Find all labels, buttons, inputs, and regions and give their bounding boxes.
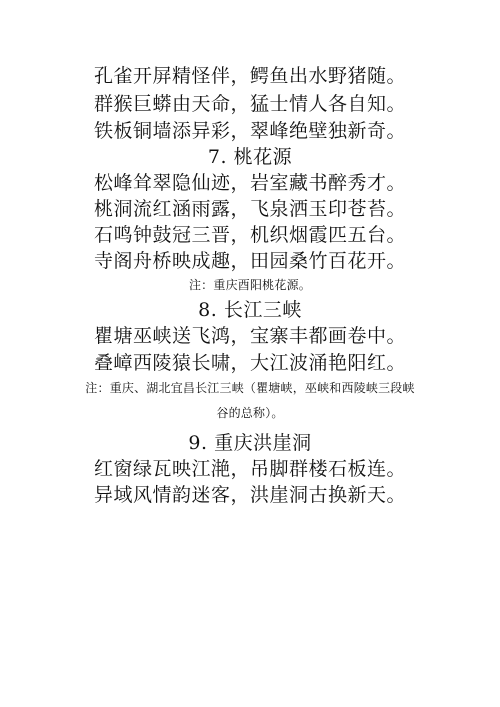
poem-line: 铁板铜墙添异彩，翠峰绝壁独新奇。 — [93, 120, 406, 142]
poem-line: 石鸣钟鼓冠三晋，机织烟霞匹五台。 — [93, 224, 406, 246]
poem-line: 桃洞流红涵雨露，飞泉洒玉印苍苔。 — [93, 198, 406, 220]
section-note-8: 注：重庆、湖北宜昌长江三峡（瞿塘峡，巫峡和西陵峡三段峡 — [85, 381, 415, 395]
poem-line: 瞿塘巫峡送飞鸿，宝寨丰都画卷中。 — [93, 325, 406, 347]
section-note-8-cont: 谷的总称）。 — [216, 406, 284, 420]
poem-line: 孔雀开屏精怪伴，鳄鱼出水野猪随。 — [93, 65, 406, 87]
section-heading-8: 8. 长江三峡 — [198, 299, 302, 321]
poem-line: 红窗绿瓦映江滟，吊脚群楼石板连。 — [93, 458, 406, 480]
poem-line: 异域风情韵迷客，洪崖洞古换新天。 — [93, 484, 406, 506]
section-heading-9: 9. 重庆洪崖洞 — [188, 432, 312, 454]
poem-line: 叠嶂西陵猿长啸，大江波涌艳阳红。 — [93, 352, 406, 374]
poem-line: 寺阁舟桥映成趣，田园桑竹百花开。 — [93, 250, 406, 272]
poem-line: 松峰耸翠隐仙迹，岩室藏书醉秀才。 — [93, 172, 406, 194]
section-heading-7: 7. 桃花源 — [207, 146, 293, 168]
section-note-7: 注：重庆酉阳桃花源。 — [188, 278, 311, 292]
poem-line: 群猴巨蟒由天命，猛士情人各自知。 — [93, 93, 406, 115]
